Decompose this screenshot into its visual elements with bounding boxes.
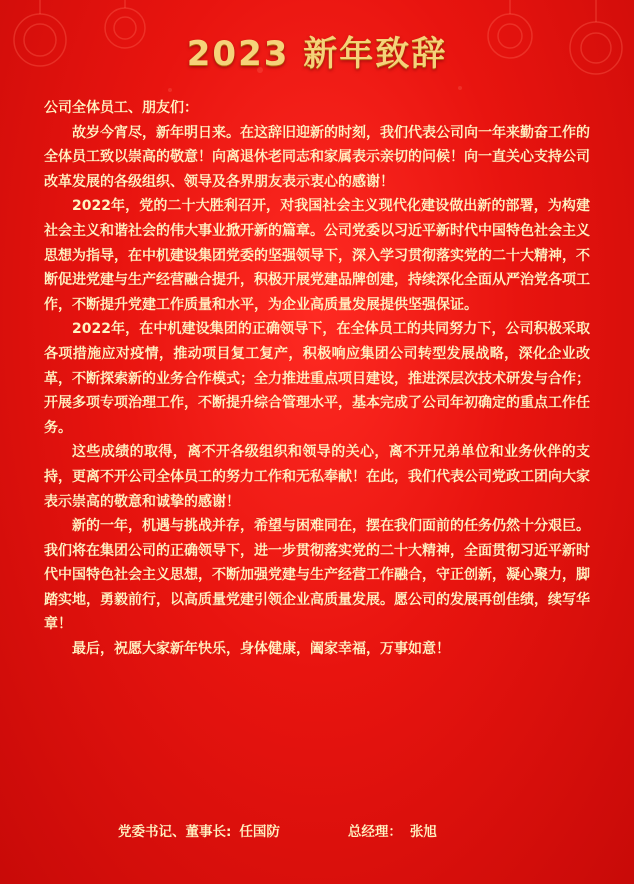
greeting: 公司全体员工、朋友们： (44, 100, 198, 116)
paragraph-6: 最后，祝愿大家新年快乐，身体健康，阖家幸福，万事如意！ (72, 641, 450, 658)
signature-line (118, 820, 437, 840)
manager-name: 张旭 (409, 824, 437, 840)
paragraph-2: 2022年，党的二十大胜利召开，对我国社会主义现代化建设做出新的部署，为构建社会主义和谐社会的伟大事业掀开新的篇章。公司党委以习近平新时代中国特色社会主义思想为指导，在中机建设集团党委的坚强领导下，深入学习贯彻落实党的二十大精神，不断促进党建与生产经营融合提升，积极开展党建品牌创建，持续深化全面从严治党各项工作，不断提升党建工作质量和水平，为企业高质量发展提供坚强保证。 (44, 198, 590, 313)
secretary-name: 任国防 (239, 824, 280, 840)
paragraph-4: 这些成绩的取得，离不开各级组织和领导的关心，离不开兄弟单位和业务伙伴的支持，更离不开公司全体员工的努力工作和无私奉献！在此，我们代表公司党政工团向大家表示崇高的敬意和诚挚的感谢！ (44, 444, 590, 510)
page-title: 2023 新年致辞 (186, 34, 448, 74)
paragraph-1: 故岁今宵尽，新年明日来。在这辞旧迎新的时刻，我们代表公司向一年来勤奋工作的全体员工致以崇高的敬意！向离退休老同志和家属表示亲切的问候！向一直关心支持公司改革发展的各级组织、领导及各界朋友表示衷心的感谢！ (44, 124, 590, 190)
secretary-title: 党委书记、董事长: (118, 824, 232, 840)
paragraph-5: 新的一年，机遇与挑战并存，希望与困难同在，摆在我们面前的任务仍然十分艰巨。我们将在集团公司的正确领导下，进一步贯彻落实党的二十大精神，全面贯彻习近平新时代中国特色社会主义思想，不断加强党建与生产经营工作融合，守正创新，凝心聚力，脚踏实地，勇毅前行，以高质量党建引领企业高质量发展。愿公司的发展再创佳绩，续写华章！ (44, 518, 590, 633)
paragraph-3: 2022年，在中机建设集团的正确领导下，在全体员工的共同努力下，公司积极采取各项措施应对疫情，推动项目复工复产，积极响应集团公司转型发展战略，深化企业改革，不断探索新的业务合作模式；全力推进重点项目建设，推进深层次技术研发与合作；开展多项专项治理工作，不断提升综合管理水平，基本完成了公司年初确定的重点工作任务。 (44, 321, 590, 436)
letter-body (44, 96, 590, 662)
manager-title: 总经理： (347, 824, 402, 840)
